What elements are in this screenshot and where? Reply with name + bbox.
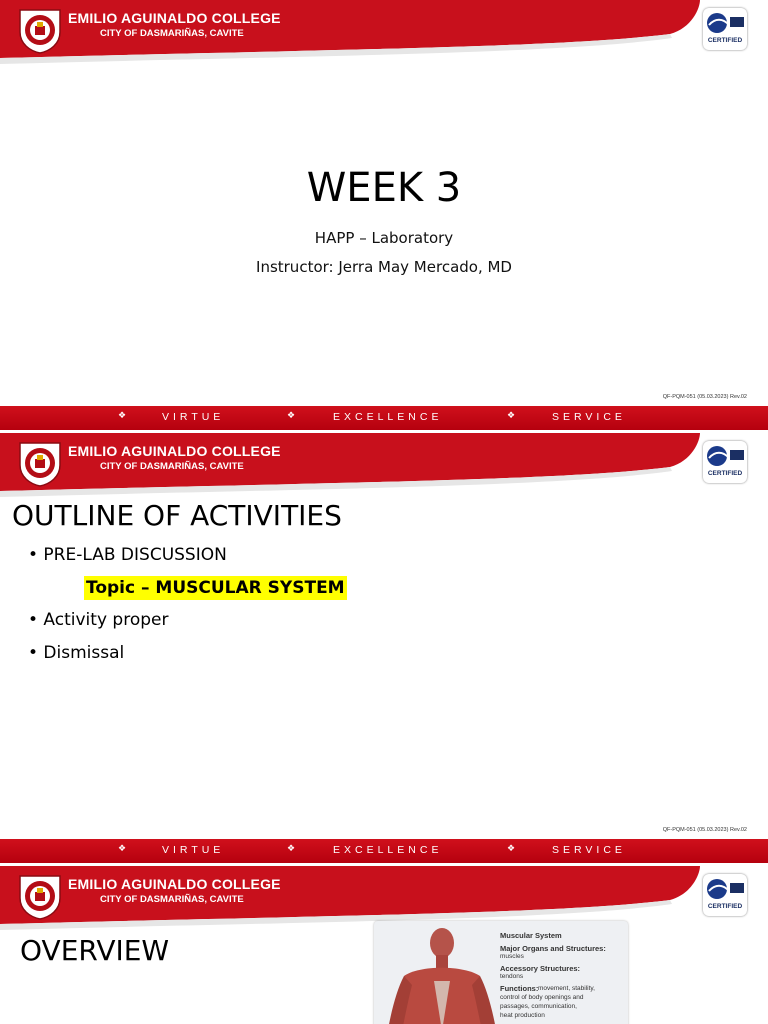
motto-diamond-icon: ❖ bbox=[287, 411, 296, 421]
organs-value: muscles bbox=[500, 953, 524, 960]
accessory-label: Accessory Structures: bbox=[500, 964, 581, 973]
motto-excellence: EXCELLENCE bbox=[333, 844, 443, 856]
bullet-activity: • Activity proper bbox=[28, 610, 169, 630]
college-seal-logo bbox=[16, 439, 64, 487]
functions-value: passages, communication, bbox=[500, 1003, 577, 1010]
certified-label: CERTIFIED bbox=[707, 470, 743, 477]
muscular-system-card bbox=[374, 921, 628, 1024]
college-seal-logo bbox=[16, 6, 64, 54]
slide-title: OVERVIEW bbox=[20, 934, 170, 967]
instructor-line: Instructor: Jerra May Mercado, MD bbox=[256, 258, 512, 276]
certification-badge bbox=[703, 874, 747, 916]
certification-badge bbox=[703, 8, 747, 50]
slide-header bbox=[0, 433, 768, 503]
bullet-dismissal: • Dismissal bbox=[28, 643, 125, 663]
functions-value: movement, stability, bbox=[538, 985, 595, 992]
functions-value: control of body openings and bbox=[500, 994, 584, 1001]
motto-service: SERVICE bbox=[552, 411, 626, 423]
motto-diamond-icon: ❖ bbox=[118, 844, 127, 854]
motto-bar bbox=[0, 406, 768, 430]
motto-virtue: VIRTUE bbox=[162, 411, 225, 423]
motto-service: SERVICE bbox=[552, 844, 626, 856]
motto-diamond-icon: ❖ bbox=[507, 411, 516, 421]
motto-excellence: EXCELLENCE bbox=[333, 411, 443, 423]
motto-diamond-icon: ❖ bbox=[507, 844, 516, 854]
slide-title: OUTLINE OF ACTIVITIES bbox=[12, 499, 342, 532]
course-subtitle: HAPP – Laboratory bbox=[314, 229, 454, 247]
slide-week-3 bbox=[0, 0, 768, 433]
slide-overview bbox=[0, 866, 768, 1024]
certified-label: CERTIFIED bbox=[707, 37, 743, 44]
motto-virtue: VIRTUE bbox=[162, 844, 225, 856]
organs-label: Major Organs and Structures: bbox=[500, 944, 606, 953]
bullet-prelab: • PRE-LAB DISCUSSION bbox=[28, 545, 227, 565]
college-city: CITY OF DASMARIÑAS, CAVITE bbox=[100, 461, 244, 472]
muscle-figure-image bbox=[374, 921, 504, 1024]
college-city: CITY OF DASMARIÑAS, CAVITE bbox=[100, 894, 244, 905]
card-heading: Muscular System bbox=[500, 931, 562, 940]
college-city: CITY OF DASMARIÑAS, CAVITE bbox=[100, 28, 244, 39]
college-name: EMILIO AGUINALDO COLLEGE bbox=[68, 443, 281, 459]
slide-outline bbox=[0, 433, 768, 866]
accessory-value: tendons bbox=[500, 973, 524, 980]
college-seal-logo bbox=[16, 872, 64, 920]
college-name: EMILIO AGUINALDO COLLEGE bbox=[68, 876, 281, 892]
functions-value: heat production bbox=[500, 1012, 545, 1019]
motto-diamond-icon: ❖ bbox=[287, 844, 296, 854]
college-name: EMILIO AGUINALDO COLLEGE bbox=[68, 10, 281, 26]
slide-header bbox=[0, 0, 768, 70]
motto-bar bbox=[0, 839, 768, 863]
functions-label: Functions: bbox=[500, 984, 539, 993]
document-code: QF-PQM-051 (05.03.2023) Rev.02 bbox=[662, 394, 747, 400]
certification-badge bbox=[703, 441, 747, 483]
slide-title: WEEK 3 bbox=[306, 165, 462, 211]
motto-diamond-icon: ❖ bbox=[118, 411, 127, 421]
certified-label: CERTIFIED bbox=[707, 903, 743, 910]
document-code: QF-PQM-051 (05.03.2023) Rev.02 bbox=[662, 827, 747, 833]
topic-highlight: Topic – MUSCULAR SYSTEM bbox=[86, 578, 345, 598]
